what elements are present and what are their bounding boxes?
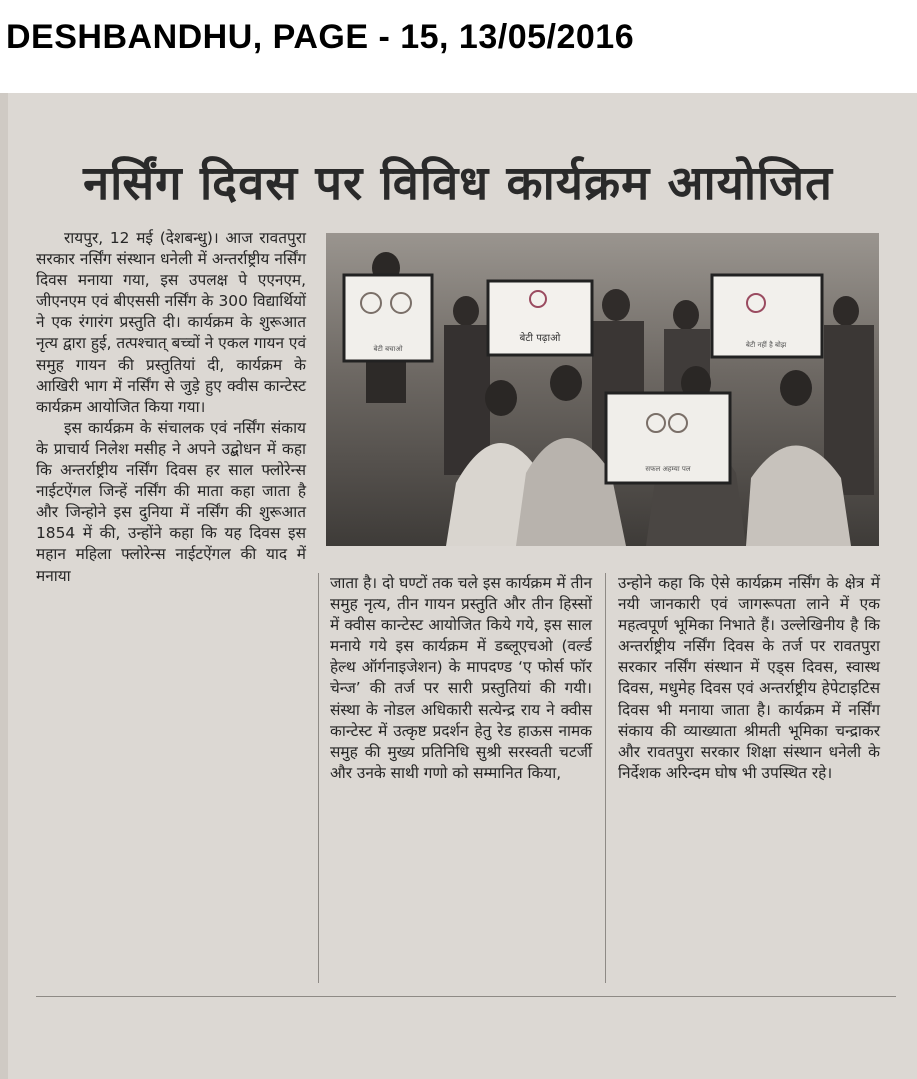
paragraph-3: जाता है। दो घण्टों तक चले इस कार्यक्रम में तीन समुह नृत्य, तीन गायन प्रस्तुति और तीन हिस्सों में क्वीस कान्टेस्ट आयोजित किये गये, इस साल मनाये गये इस कार्यक्रम में डब्लूएचओ (वर्ल्ड हेल्थ ऑर्गनाइजेशन) के मापदण्ड ‘ए फोर्स फॉर चेन्ज’ की तर्ज पर सारी प्रस्तुतियां की गयी। संस्था के नोडल अधिकारी सत्येन्द्र राय ने क्वीस कान्टेस्ट में उत्कृष्ट प्रदर्शन हेतु रेड हाऊस नामक समुह की मुख्य प्रतिनिधि सुश्री सरस्वती चटर्जी और उनके साथी गणो को सम्मानित किया, bbox=[330, 574, 592, 782]
placard-1-text: बेटी बचाओ bbox=[373, 345, 403, 353]
column-divider bbox=[318, 573, 319, 983]
column-divider bbox=[605, 573, 606, 983]
placard-2-text: बेटी पढ़ाओ bbox=[519, 333, 561, 344]
newspaper-clipping bbox=[0, 93, 917, 1079]
article-column-3 bbox=[618, 573, 880, 784]
article-headline: नर्सिंग दिवस पर विविध कार्यक्रम आयोजित bbox=[83, 156, 833, 211]
paragraph-1: रायपुर, 12 मई (देशबन्धु)। आज रावतपुरा सरकार नर्सिंग संस्थान धनेली में अन्तर्राष्ट्रीय नर्सिंग दिवस मनाया गया, इस उपलक्ष पे एएनएम, जीएनएम एवं बीएससी नर्सिंग के 300 विद्यार्थियों ने एक रंगारंग प्रस्तुति दी। कार्यक्रम के शुरूआत नृत्य द्वारा हुई, तत्पश्चात् बच्चों ने एकल गायन एवं समुह गायन की प्रस्तुतियां दी, कार्यक्रम के आखिरी भाग में नर्सिंग से जुड़े हुए क्वीस कान्टेस्ट कार्यक्रम आयोजित किया गया। bbox=[36, 229, 306, 416]
paragraph-2: इस कार्यक्रम के संचालक एवं नर्सिंग संकाय के प्राचार्य निलेश मसीह ने अपने उद्बोधन में कहा कि अन्तर्राष्ट्रीय नर्सिंग दिवस हर साल फ्लोरेन्स नाईटऐंगल जिन्हें नर्सिंग की माता कहा जाता है और जिन्होने इस दुनिया में नर्सिंग की शुरूआत 1854 में की, उन्होंने कहा कि यह दिवस इस महान महिला फ्लोरेन्स नाईटऐंगल की याद में मनाया bbox=[36, 418, 306, 585]
placard-4-text: सफल अहम्या पल bbox=[645, 465, 691, 473]
article-column-1 bbox=[36, 228, 306, 587]
source-header: DESHBANDHU, PAGE - 15, 13/05/2016 bbox=[6, 18, 635, 56]
placard-3-text: बेटी नहीं है बोझ bbox=[745, 341, 787, 349]
article-column-2 bbox=[330, 573, 592, 784]
event-photo bbox=[326, 233, 879, 546]
bottom-rule bbox=[36, 996, 896, 997]
paragraph-4: उन्होने कहा कि ऐसे कार्यक्रम नर्सिंग के क्षेत्र में नयी जानकारी एवं जागरूपता लाने में एक महत्वपूर्ण भूमिका निभाते हैं। उल्लेखिनीय है कि अन्तर्राष्ट्रीय नर्सिंग दिवस के तर्ज पर रावतपुरा सरकार नर्सिंग संस्थान में एड्स दिवस, स्वास्थ दिवस, मधुमेह दिवस एवं अन्तर्राष्ट्रीय हेपेटाइटिस दिवस भी मनाया जाता है। कार्यक्रम में नर्सिंग संकाय की व्याख्याता श्रीमती भूमिका चन्द्राकर और रावतपुरा सरकार शिक्षा संस्थान धनेली के निर्देशक अरिन्दम घोष भी उपस्थित रहे। bbox=[618, 574, 880, 782]
